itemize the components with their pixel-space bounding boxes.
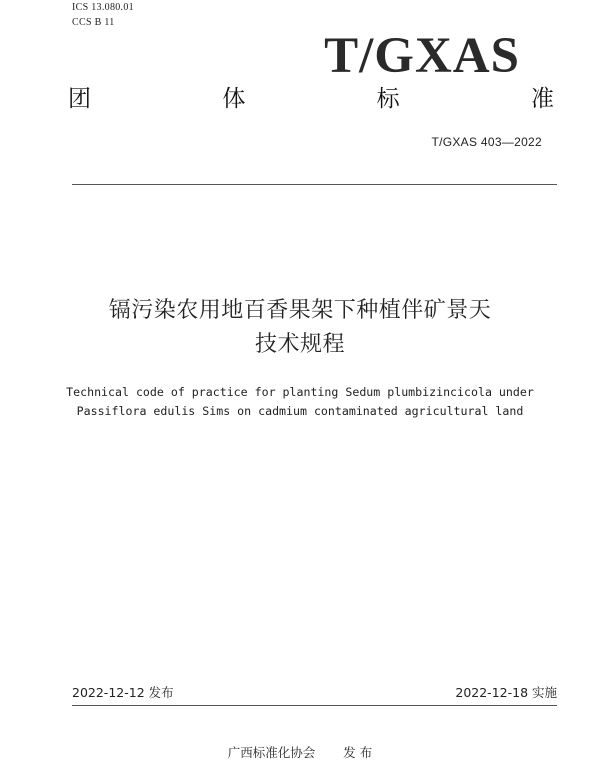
classification-codes	[72, 0, 134, 30]
chinese-title-line1: 镉污染农用地百香果架下种植伴矿景天	[108, 298, 492, 323]
standard-type-char: 标	[376, 86, 400, 112]
english-title-line1: Technical code of practice for planting Sedum plumbizincicola under	[66, 385, 534, 399]
chinese-title-line2: 技术规程	[254, 332, 345, 357]
standard-type	[68, 84, 554, 114]
ics-code: ICS 13.080.01	[72, 2, 134, 13]
implementation-date: 2022-12-18 实施	[455, 685, 557, 700]
publisher-line	[0, 745, 600, 761]
brand-code: T/GXAS	[324, 28, 520, 84]
issue-date: 2022-12-12 发布	[72, 685, 174, 700]
standard-type-char: 团	[68, 86, 91, 112]
standard-type-char: 准	[530, 86, 554, 112]
bottom-divider	[72, 705, 557, 706]
english-title	[40, 383, 560, 421]
publisher-action: 发 布	[343, 745, 373, 760]
top-divider	[72, 184, 557, 185]
standard-type-char: 体	[222, 86, 246, 112]
publisher-org: 广西标准化协会	[227, 745, 316, 760]
english-title-line2: Passiflora edulis Sims on cadmium contaminated agricultural land	[76, 404, 524, 418]
chinese-title	[40, 294, 560, 362]
ccs-code: CCS B 11	[72, 17, 115, 28]
date-row	[72, 685, 557, 701]
standard-number: T/GXAS 403—2022	[431, 135, 542, 149]
